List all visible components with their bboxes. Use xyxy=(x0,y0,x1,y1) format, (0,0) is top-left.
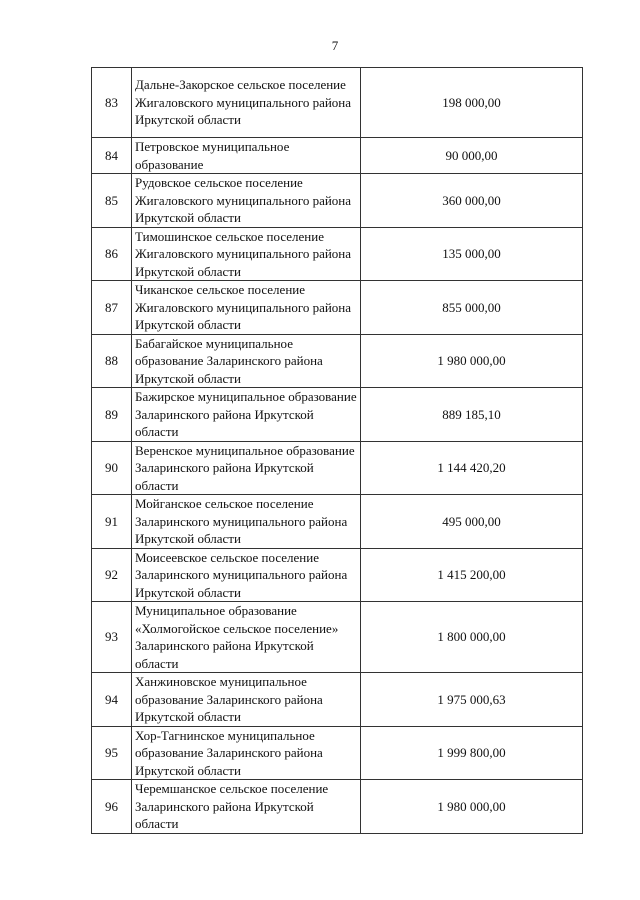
table-row xyxy=(92,602,583,673)
row-number-cell: 87 xyxy=(92,281,132,335)
table-row xyxy=(92,334,583,388)
row-number-cell: 94 xyxy=(92,673,132,727)
table-row xyxy=(92,281,583,335)
municipality-name-cell: Петровское муниципальное образование xyxy=(132,138,361,174)
municipality-name-cell: Чиканское сельское поселение Жигаловского муниципального района Иркутской области xyxy=(132,281,361,335)
row-number-cell: 95 xyxy=(92,726,132,780)
row-number-cell: 96 xyxy=(92,780,132,834)
amount-cell: 855 000,00 xyxy=(361,281,583,335)
amount-cell: 1 999 800,00 xyxy=(361,726,583,780)
row-number-cell: 86 xyxy=(92,227,132,281)
row-number-cell: 89 xyxy=(92,388,132,442)
amount-cell: 198 000,00 xyxy=(361,68,583,138)
municipality-name-cell: Бажирское муниципальное образование Заларинского района Иркутской области xyxy=(132,388,361,442)
municipality-name-cell: Тимошинское сельское поселение Жигаловского муниципального района Иркутской области xyxy=(132,227,361,281)
table-row xyxy=(92,138,583,174)
row-number-cell: 83 xyxy=(92,68,132,138)
municipality-name-cell: Ханжиновское муниципальное образование Заларинского района Иркутской области xyxy=(132,673,361,727)
amount-cell: 1 980 000,00 xyxy=(361,780,583,834)
table-row xyxy=(92,673,583,727)
table-row xyxy=(92,441,583,495)
municipality-name-cell: Бабагайское муниципальное образование Заларинского района Иркутской области xyxy=(132,334,361,388)
row-number-cell: 91 xyxy=(92,495,132,549)
table-row xyxy=(92,68,583,138)
table-row xyxy=(92,726,583,780)
amount-cell: 135 000,00 xyxy=(361,227,583,281)
amount-cell: 495 000,00 xyxy=(361,495,583,549)
row-number-cell: 93 xyxy=(92,602,132,673)
table-row xyxy=(92,388,583,442)
table-row xyxy=(92,174,583,228)
row-number-cell: 88 xyxy=(92,334,132,388)
table-row xyxy=(92,780,583,834)
row-number-cell: 85 xyxy=(92,174,132,228)
municipality-name-cell: Дальне-Закорское сельское поселение Жигаловского муниципального района Иркутской области xyxy=(132,68,361,138)
amount-cell: 1 415 200,00 xyxy=(361,548,583,602)
page-number: 7 xyxy=(331,38,339,53)
row-number-cell: 84 xyxy=(92,138,132,174)
amount-cell: 1 980 000,00 xyxy=(361,334,583,388)
allocation-table xyxy=(91,67,583,834)
table-row xyxy=(92,227,583,281)
municipality-name-cell: Моисеевское сельское поселение Заларинского муниципального района Иркутской области xyxy=(132,548,361,602)
amount-cell: 90 000,00 xyxy=(361,138,583,174)
amount-cell: 1 975 000,63 xyxy=(361,673,583,727)
municipality-name-cell: Муниципальное образование «Холмогойское сельское поселение» Заларинского района Иркутской области xyxy=(132,602,361,673)
municipality-name-cell: Мойганское сельское поселение Заларинского муниципального района Иркутской области xyxy=(132,495,361,549)
table-row xyxy=(92,495,583,549)
municipality-name-cell: Рудовское сельское поселение Жигаловского муниципального района Иркутской области xyxy=(132,174,361,228)
row-number-cell: 92 xyxy=(92,548,132,602)
amount-cell: 1 800 000,00 xyxy=(361,602,583,673)
amount-cell: 360 000,00 xyxy=(361,174,583,228)
table-row xyxy=(92,548,583,602)
amount-cell: 889 185,10 xyxy=(361,388,583,442)
amount-cell: 1 144 420,20 xyxy=(361,441,583,495)
row-number-cell: 90 xyxy=(92,441,132,495)
municipality-name-cell: Веренское муниципальное образование Заларинского района Иркутской области xyxy=(132,441,361,495)
municipality-name-cell: Черемшанское сельское поселение Заларинского района Иркутской области xyxy=(132,780,361,834)
municipality-name-cell: Хор-Тагнинское муниципальное образование Заларинского района Иркутской области xyxy=(132,726,361,780)
table-body xyxy=(92,68,583,834)
